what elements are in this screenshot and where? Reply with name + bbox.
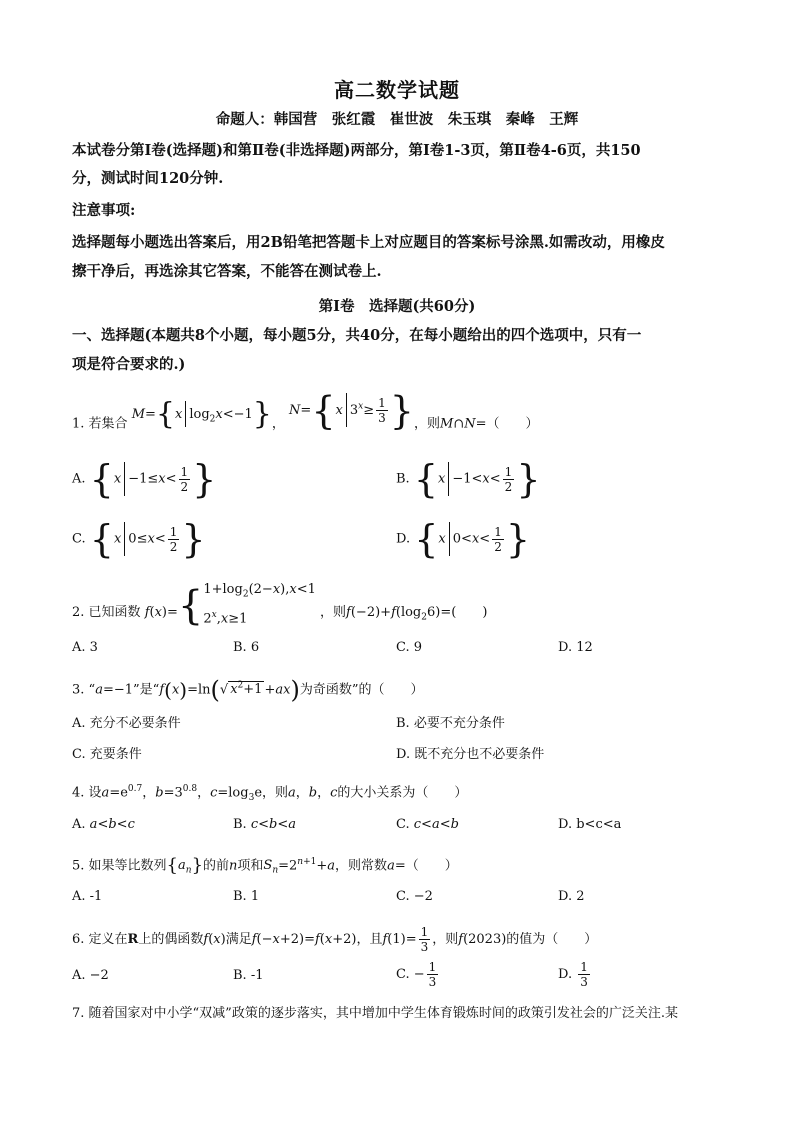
- q2-option-d: D. 12: [558, 640, 593, 655]
- q5-option-b: B. 1: [233, 889, 260, 904]
- question-4: 4. 设$a=e^{0.7}$，$b=3^{0.8}$，$c=\log_3e$，则a，b，c的大小关系为（ ）: [72, 784, 468, 803]
- q5-option-d: D. 2: [558, 889, 585, 904]
- notice-title: 注意事项:: [72, 202, 136, 219]
- q6-option-a: A. −2: [72, 968, 109, 983]
- q4-option-d: D. b<c<a: [558, 817, 622, 832]
- q2-option-c: C. 9: [396, 640, 423, 655]
- q4-option-a: A. a<b<c: [72, 817, 135, 832]
- part-heading-line-1: 一、选择题(本题共8个小题，每小题5分，共40分，在每小题给出的四个选项中，只有一: [72, 327, 642, 344]
- question-1: 1. 若集合 M={x $\log_2x<-1$}， N={x $3^x\ge$ $\frac{1}{3}$ }，则M∩N=（ ）: [72, 388, 539, 432]
- q5-option-c: C. −2: [396, 889, 433, 904]
- q5-option-a: A. -1: [72, 889, 103, 904]
- q6-option-c: C. − $\frac{1}{3}$: [396, 960, 437, 989]
- intro-line-1: 本试卷分第Ⅰ卷(选择题)和第Ⅱ卷(非选择题)两部分，第Ⅰ卷1-3页，第Ⅱ卷4-6页，共150: [72, 142, 641, 159]
- q1-option-a: A. {x −1≤x< $\frac{1}{2}$ }: [72, 457, 217, 501]
- q3-option-b: B. 必要不充分条件: [396, 716, 505, 731]
- q3-option-c: C. 充要条件: [72, 747, 142, 762]
- notice-line-1: 选择题每小题选出答案后，用2B铅笔把答题卡上对应题目的答案标号涂黑.如需改动，用橡皮: [72, 234, 665, 251]
- q2-option-a: A. 3: [72, 640, 98, 655]
- q1-option-d: D. {x 0<x< $\frac{1}{2}$ }: [396, 517, 531, 561]
- intro-line-2: 分，测试时间120分钟.: [72, 170, 224, 187]
- notice-line-2: 擦干净后，再选涂其它答案，不能答在测试卷上.: [72, 263, 382, 280]
- q2-option-b: B. 6: [233, 640, 260, 655]
- question-7: 7. 随着国家对中小学“双减”政策的逐步落实，其中增加中学生体育锻炼时间的政策引发社会的广泛关注.某: [72, 1006, 678, 1021]
- question-2: 2. 已知函数 $f(x)=\{1+\log_2(2-x),x<1$ $2^x,x\ge 1$ ，则$f(-2)+f(\log_26)=$( ): [72, 582, 488, 629]
- section-title: 第Ⅰ卷 选择题(共60分): [318, 298, 476, 315]
- page-title: 高二数学试题: [334, 78, 460, 102]
- authors-line: 命题人：韩国营 张红霞 崔世波 朱玉琪 秦峰 王辉: [215, 111, 579, 128]
- q6-option-d: D. $\frac{1}{3}$: [558, 960, 588, 989]
- q4-option-b: B. c<b<a: [233, 817, 297, 832]
- question-5: 5. 如果等比数列$\{a_n\}$的前n项和$S_n=2^{n+1}+a$，则常数a=（ ）: [72, 854, 458, 876]
- q3-option-a: A. 充分不必要条件: [72, 716, 181, 731]
- q4-option-c: C. c<a<b: [396, 817, 459, 832]
- q1-option-b: B. {x −1<x< $\frac{1}{2}$ }: [396, 457, 541, 501]
- q1-prefix: 1. 若集合: [72, 416, 128, 432]
- question-3: 3. “a=−1”是“f(x)=ln(√ $x^2+1 +ax$)为奇函数”的（ ）: [72, 675, 424, 704]
- q1-option-c: C. {x 0≤x< $\frac{1}{2}$ }: [72, 517, 206, 561]
- part-heading-line-2: 项是符合要求的.): [72, 356, 186, 373]
- q6-option-b: B. -1: [233, 968, 264, 983]
- q3-option-d: D. 既不充分也不必要条件: [396, 747, 545, 762]
- question-6: 6. 定义在R上的偶函数f(x)满足f(−x+2)=f(x+2)，且f(1)= $\frac{1}{3}$ ，则f(2023)的值为（ ）: [72, 925, 598, 954]
